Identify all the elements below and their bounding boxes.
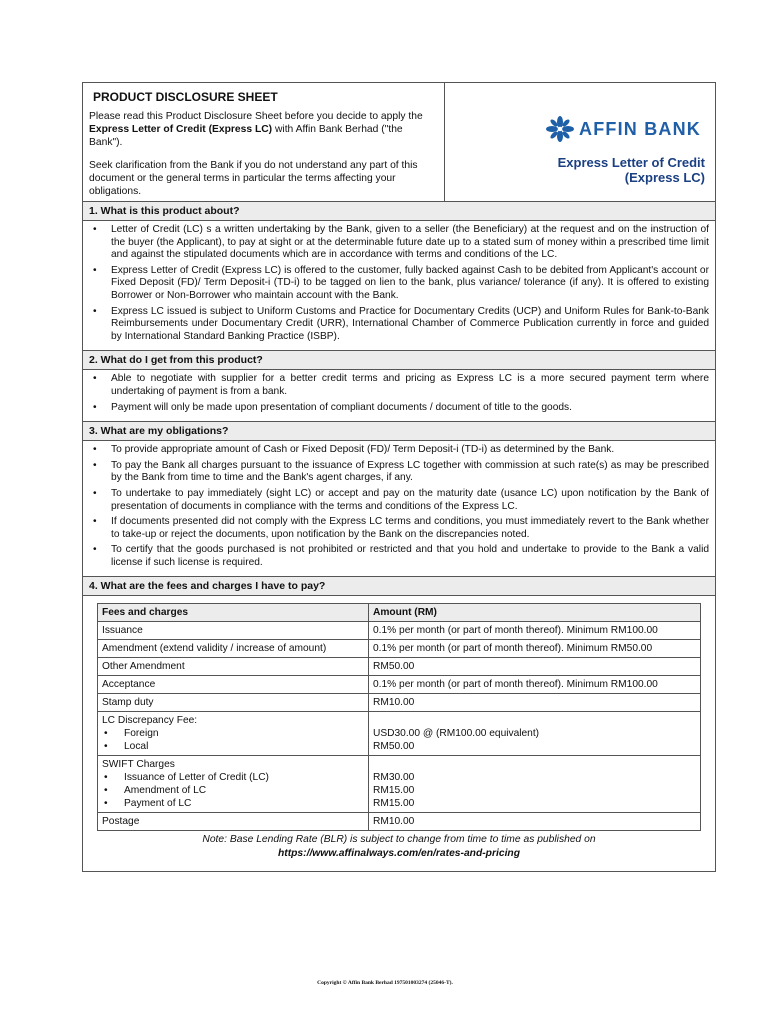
table-row: Issuance 0.1% per month (or part of month thereof). Minimum RM100.00 xyxy=(98,622,701,640)
list-item: • Able to negotiate with supplier for a better credit terms and pricing as Express LC is a more secured payment term where undertaking of payment is from a bank. xyxy=(89,373,709,398)
table-row: LC Discrepancy Fee: • Foreign • Local USD30.00 @ (RM100.00 equivalent) RM50.00 xyxy=(98,712,701,756)
list-item: • Letter of Credit (LC) s a written undertaking by the Bank, given to a seller (the Beneficiary) at the request and on the instruction of the buyer (the Applicant), to pay at sight or at the determinable future date up to a stated sum of money within a prescribed time limit and against the stipulated documents which are in accordance with terms and conditions of the LC. xyxy=(89,224,709,262)
table-row: Postage RM10.00 xyxy=(98,813,701,831)
affin-flower-icon xyxy=(545,116,575,142)
list-item: • To undertake to pay immediately (sight LC) or accept and pay on the maturity date (usance LC) upon notification by the Bank of presentation of documents in compliance with the terms and conditions of the Express LC. xyxy=(89,488,709,513)
copyright-footer: Copyright © Affin Bank Berhad 197501003274 (25046-T). xyxy=(317,980,453,986)
header-intro xyxy=(83,83,445,201)
product-name: Express Letter of Credit (Express LC) xyxy=(557,155,705,185)
table-row: SWIFT Charges • Issuance of Letter of Credit (LC) • Amendment of LC • Payment of LC RM30.00 RM15.00 RM15.00 xyxy=(98,756,701,813)
seek-clarification-paragraph: Seek clarification from the Bank if you do not understand any part of this document or the general terms in particular the terms affecting your obligations. xyxy=(89,160,418,197)
section-1-list xyxy=(83,221,715,350)
table-row: Stamp duty RM10.00 xyxy=(98,694,701,712)
list-item: • To certify that the goods purchased is not prohibited or restricted and that you hold and undertake to provide to the Bank a valid license if such license is required. xyxy=(89,544,709,569)
list-item: • Payment will only be made upon presentation of compliant documents / document of title to the goods. xyxy=(89,402,709,415)
table-row: Other Amendment RM50.00 xyxy=(98,658,701,676)
table-header-row xyxy=(98,604,701,622)
section-3-heading: 3. What are my obligations? xyxy=(83,421,715,441)
table-row: Amendment (extend validity / increase of amount) 0.1% per month (or part of month thereof). Minimum RM50.00 xyxy=(98,640,701,658)
list-item: • To pay the Bank all charges pursuant to the issuance of Express LC together with commission at such rate(s) as may be prescribed by the Bank from time to time and the Bank's agent charges, if any. xyxy=(89,460,709,485)
fees-table xyxy=(97,603,701,831)
section-1-heading: 1. What is this product about? xyxy=(83,202,715,221)
logo-text: AFFIN BANK xyxy=(579,118,701,139)
section-4-heading: 4. What are the fees and charges I have to pay? xyxy=(83,576,715,596)
intro-product-name: Express Letter of Credit (Express LC) xyxy=(89,124,273,135)
disclosure-document xyxy=(82,82,716,872)
header-block xyxy=(83,83,715,202)
list-item: • Express Letter of Credit (Express LC) is offered to the customer, fully backed against Cash to be debited from Applicant's account or Fixed Deposit (FD)/ Term Deposit-i (TD-i) to be tagged on lien to the bank, plus variance/ tolerance (if any). It is offered to existing Borrower or Non-Borrower who maintain account with the Bank. xyxy=(89,265,709,303)
header-brand xyxy=(445,83,715,201)
table-row: Acceptance 0.1% per month (or part of month thereof). Minimum RM100.00 xyxy=(98,676,701,694)
rates-link[interactable]: https://www.affinalways.com/en/rates-and-pricing xyxy=(277,848,521,860)
page-title: PRODUCT DISCLOSURE SHEET xyxy=(93,90,278,104)
column-header-fees: Fees and charges xyxy=(98,604,369,622)
list-item: • If documents presented did not comply with the Express LC terms and conditions, you must immediately revert to the Bank whether to take-up or reject the documents, upon notification by the Bank on the discrepancies noted. xyxy=(89,516,709,541)
blr-note: Note: Base Lending Rate (BLR) is subject to change from time to time as published on https://www.affinalways.com/en/rates-and-pricing xyxy=(202,834,596,860)
section-2-list xyxy=(83,370,715,421)
section-3-list xyxy=(83,441,715,576)
column-header-amount: Amount (RM) xyxy=(369,604,701,622)
list-item: • Express LC issued is subject to Uniform Customs and Practice for Documentary Credits (UCP) and Uniform Rules for Bank-to-Bank Reimbursements under Documentary Credit (URR), International Chamber of Commerce Publication currently in force and guided by International Standard Banking Practice (ISBP). xyxy=(89,306,709,344)
list-item: • To provide appropriate amount of Cash or Fixed Deposit (FD)/ Term Deposit-i (TD-i) as determined by the Bank. xyxy=(89,444,709,457)
fees-section xyxy=(83,596,715,871)
affin-bank-logo xyxy=(545,116,701,142)
section-2-heading: 2. What do I get from this product? xyxy=(83,350,715,370)
intro-paragraph: Please read this Product Disclosure Sheet before you decide to apply the Express Letter of Credit (Express LC) with Affin Bank Berhad ("the Bank"). xyxy=(89,111,423,148)
